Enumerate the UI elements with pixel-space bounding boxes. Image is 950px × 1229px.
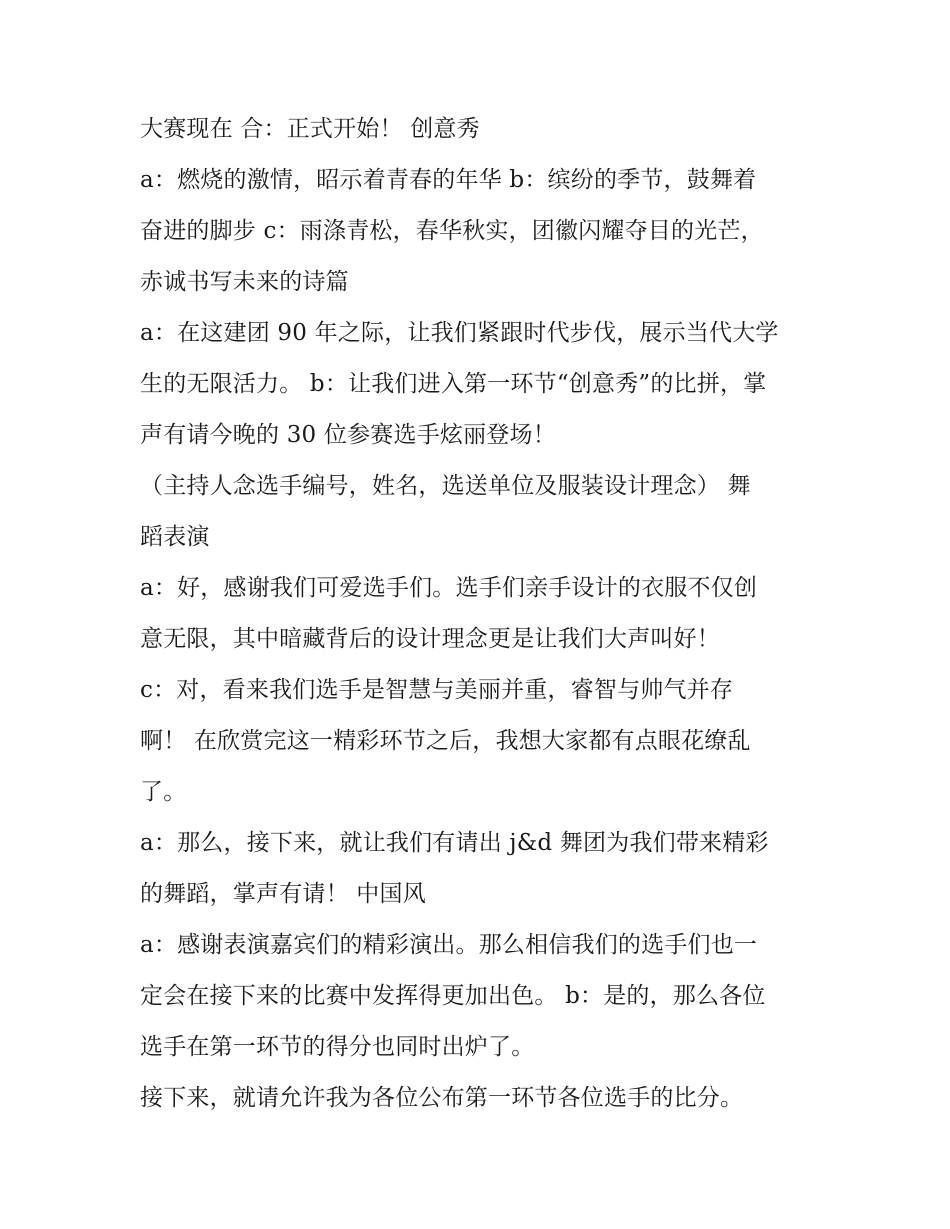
text-line: 奋进的脚步 c：雨涤青松，春华秋实，团徽闪耀夺目的光芒， [140, 218, 764, 244]
text-line: 声有请今晚的 30 位参赛选手炫丽登场！ [140, 422, 556, 448]
text-line: c：对，看来我们选手是智慧与美丽并重，睿智与帅气并存 [140, 677, 734, 703]
text-line: a：那么，接下来，就让我们有请出 j&d 舞团为我们带来精彩 [140, 830, 769, 856]
text-line: 生的无限活力。 b：让我们进入第一环节“创意秀”的比拼，掌 [140, 371, 767, 397]
text-line: （主持人念选手编号，姓名，选送单位及服装设计理念） 舞 [140, 473, 751, 499]
text-line: 赤诚书写未来的诗篇 [140, 269, 349, 295]
text-line: 接下来，就请允许我为各位公布第一环节各位选手的比分。 [140, 1085, 744, 1111]
text-line: a：燃烧的激情，昭示着青春的年华 b：缤纷的季节，鼓舞着 [140, 167, 757, 193]
text-line: a：在这建团 90 年之际，让我们紧跟时代步伐，展示当代大学 [140, 320, 779, 346]
text-line: 了。 [140, 779, 187, 805]
text-line: a：感谢表演嘉宾们的精彩演出。那么相信我们的选手们也一 [140, 932, 758, 958]
text-line: 啊！ 在欣赏完这一精彩环节之后，我想大家都有点眼花缭乱 [140, 728, 751, 754]
document-body [140, 104, 820, 1124]
text-line: 大赛现在 合：正式开始！ 创意秀 [140, 116, 480, 142]
text-line: a：好，感谢我们可爱选手们。选手们亲手设计的衣服不仅创 [140, 575, 758, 601]
text-line: 定会在接下来的比赛中发挥得更加出色。 b：是的，那么各位 [140, 983, 766, 1009]
text-line: 蹈表演 [140, 524, 210, 550]
text-line: 意无限，其中暗藏背后的设计理念更是让我们大声叫好！ [140, 626, 720, 652]
text-line: 选手在第一环节的得分也同时出炉了。 [140, 1034, 535, 1060]
text-line: 的舞蹈，掌声有请！ 中国风 [140, 881, 426, 907]
